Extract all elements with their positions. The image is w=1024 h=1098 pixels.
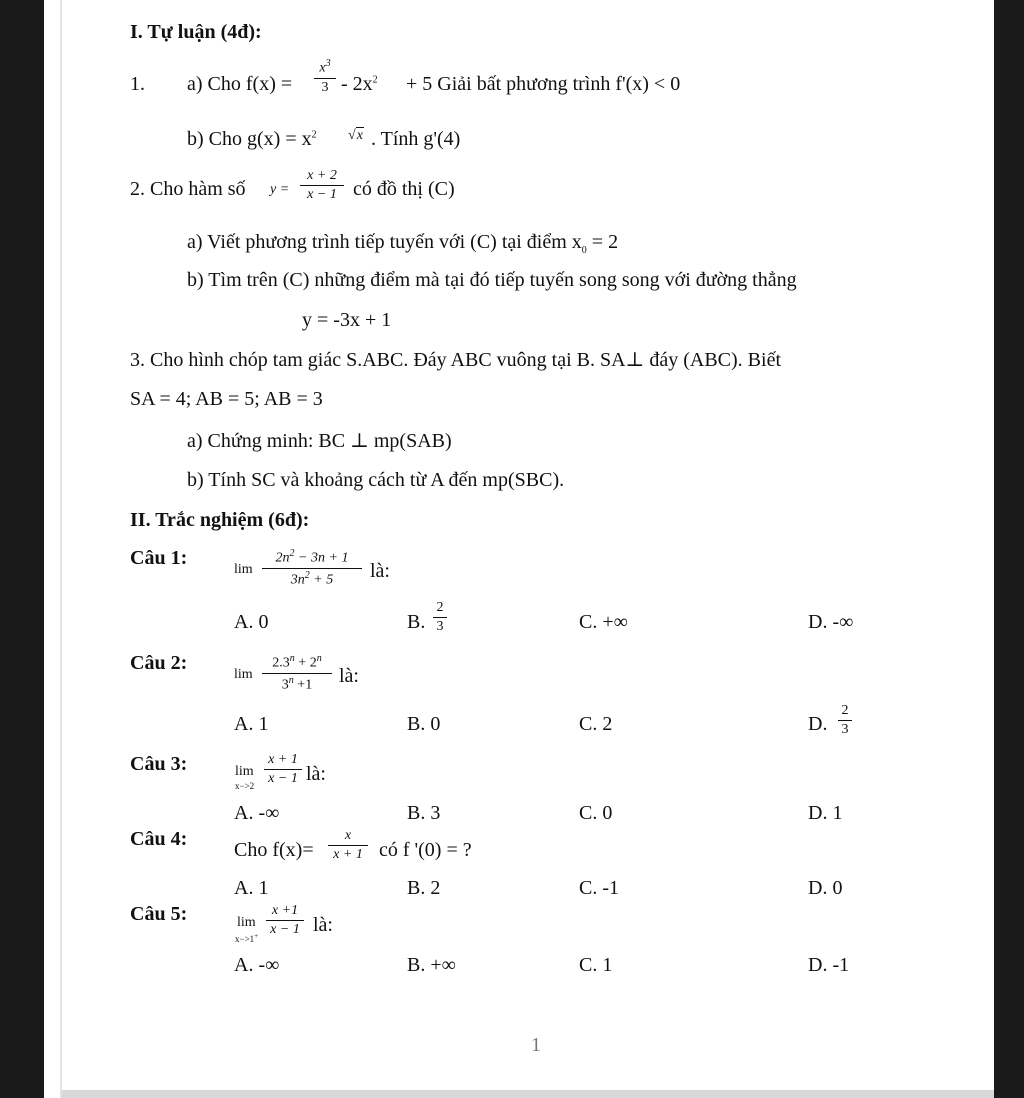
cau2-option-a[interactable]: A. 1 [234, 713, 269, 735]
cau2-option-c[interactable]: C. 2 [579, 713, 613, 735]
cau5-label: Câu 5: [130, 903, 188, 925]
q1a-rest: - $2x^2$ [341, 73, 378, 95]
cau4-prefix: Cho f(x)= [234, 839, 314, 861]
cau4-tail: có f '(0) = ? [379, 839, 472, 861]
q3-line2: SA = 4; AB = 5; AB = 3 [130, 388, 323, 410]
cau2-option-b[interactable]: B. 0 [407, 713, 441, 735]
cau3-lim-sub: x−>2 [235, 781, 255, 791]
cau3-option-b[interactable]: B. 3 [407, 802, 441, 824]
q2-y-eq: y = [270, 182, 290, 197]
cau3-option-d[interactable]: D. 1 [808, 802, 843, 824]
q1a-prefix: a) Cho f(x) = [187, 73, 293, 95]
q3-line1: 3. Cho hình chóp tam giác S.ABC. Đáy ABC vuông tại B. SA⊥ đáy (ABC). Biết [130, 349, 782, 371]
cau5-tail: là: [313, 914, 333, 936]
cau2-label: Câu 2: [130, 652, 188, 674]
cau1-fraction: $2n^2 - 3n + 1$ $3n^2 + 5$ [262, 548, 362, 588]
q3b-text: b) Tính SC và khoảng cách từ A đến mp(SBC). [187, 469, 565, 491]
section1-heading: I. Tự luận (4đ): [130, 21, 262, 43]
cau4-option-a[interactable]: A. 1 [234, 877, 269, 899]
q2b-text: b) Tìm trên (C) những điểm mà tại đó tiếp tuyến song song với đường thẳng [187, 269, 797, 291]
cau1-lim: lim [234, 562, 253, 577]
q1a-tail: + 5 Giải bất phương trình f'(x) < 0 [406, 73, 681, 95]
cau4-fraction: x x + 1 [328, 828, 368, 863]
cau3-label: Câu 3: [130, 753, 188, 775]
section2-heading: II. Trắc nghiệm (6đ): [130, 509, 310, 531]
cau3-option-a[interactable]: A. -∞ [234, 802, 280, 824]
cau5-option-c[interactable]: C. 1 [579, 954, 613, 976]
q3a-text: a) Chứng minh: BC ⊥ mp(SAB) [187, 430, 452, 452]
cau5-option-a[interactable]: A. -∞ [234, 954, 280, 976]
cau2-tail: là: [339, 665, 359, 687]
cau3-lim: lim [235, 764, 254, 779]
cau3-option-c[interactable]: C. 0 [579, 802, 613, 824]
cau4-option-d[interactable]: D. 0 [808, 877, 843, 899]
cau4-label: Câu 4: [130, 828, 188, 850]
cau2-option-d[interactable]: D. [808, 713, 828, 735]
cau1-option-b-fraction: 2 3 [433, 600, 447, 635]
page-edge [60, 0, 62, 1098]
cau1-option-c[interactable]: C. +∞ [579, 611, 628, 633]
cau2-lim: lim [234, 667, 253, 682]
q2-prefix: 2. Cho hàm số [130, 178, 246, 200]
cau4-option-c[interactable]: C. -1 [579, 877, 619, 899]
q2a-text: a) Viết phương trình tiếp tuyến với (C) tại điểm $x_0 = 2$ [187, 231, 619, 256]
cau5-option-d[interactable]: D. -1 [808, 954, 850, 976]
cau5-lim-sub: x−>1+ [235, 932, 259, 944]
cau5-lim: lim [237, 915, 256, 930]
cau2-option-d-fraction: 2 3 [838, 703, 852, 738]
q1b-line: b) Cho $g(x) = x^2$ [187, 128, 317, 150]
q1a-fraction: $x^3$ 3 [314, 58, 336, 96]
cau1-tail: là: [370, 560, 390, 582]
cau5-option-b[interactable]: B. +∞ [407, 954, 456, 976]
page-bottom-edge [62, 1090, 994, 1098]
q2b-line: y = -3x + 1 [302, 309, 392, 331]
cau1-label: Câu 1: [130, 547, 188, 569]
cau3-fraction: x + 1 x − 1 [264, 752, 302, 787]
page-number: 1 [531, 1034, 541, 1056]
q1-number: 1. [130, 73, 145, 95]
cau3-tail: là: [306, 763, 326, 785]
q2-tail: có đồ thị (C) [353, 178, 455, 200]
q2-fraction: x + 2 x − 1 [300, 168, 344, 203]
cau5-fraction: x +1 x − 1 [266, 903, 304, 938]
q1b-tail: . Tính g'(4) [371, 128, 461, 150]
cau4-option-b[interactable]: B. 2 [407, 877, 441, 899]
cau1-option-d[interactable]: D. -∞ [808, 611, 854, 633]
q1b-sqrt: √x [348, 128, 363, 143]
cau1-option-b[interactable]: B. [407, 611, 426, 633]
cau2-fraction: $2.3^n + 2^n$ $3^n +1$ [262, 653, 332, 693]
cau1-option-a[interactable]: A. 0 [234, 611, 269, 633]
